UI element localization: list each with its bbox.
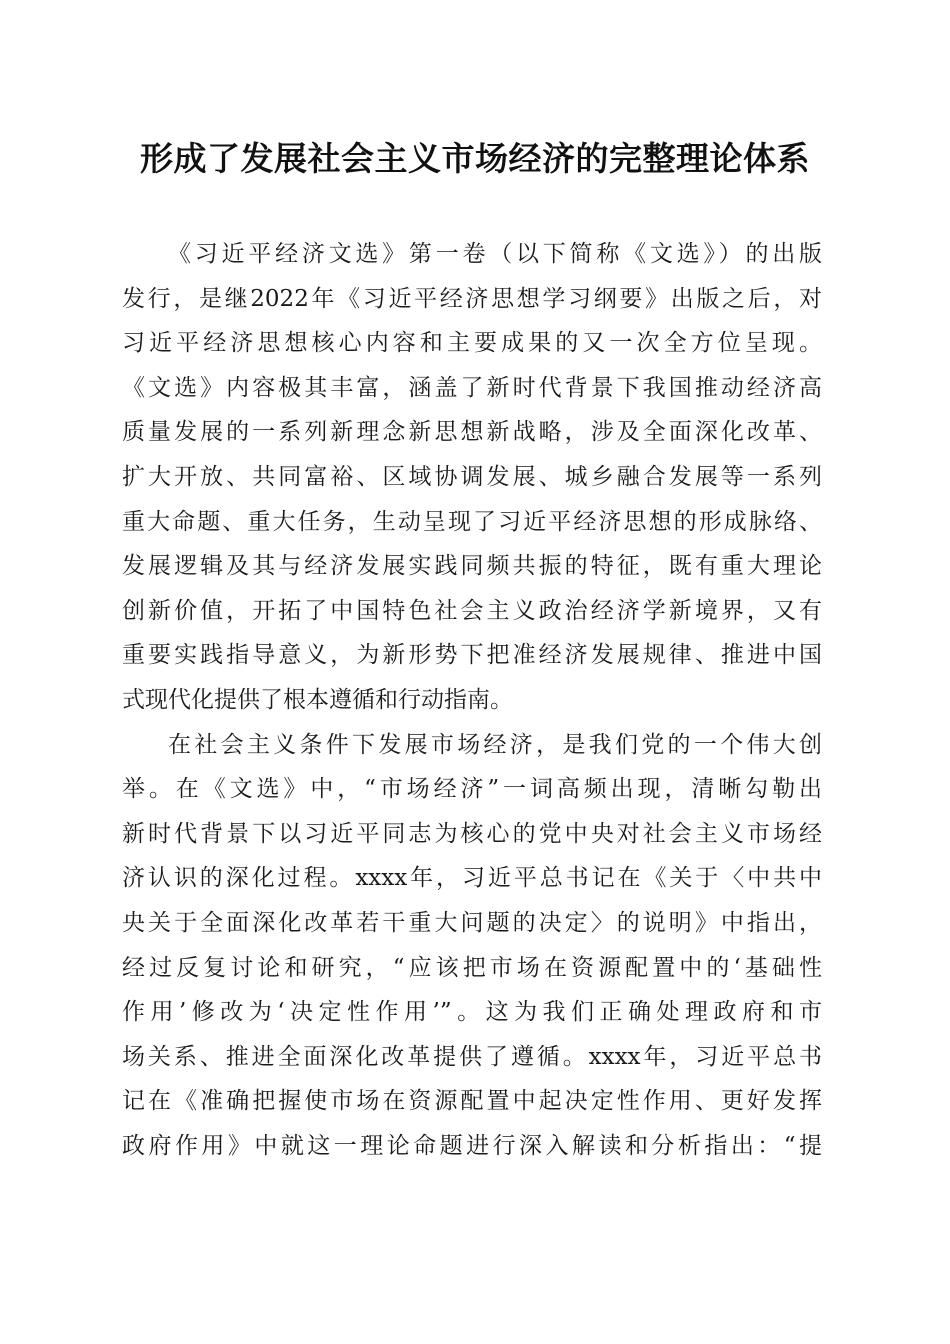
paragraph-2-line-10: 政府作用》中就这一理论命题进行深入解读和分析指出：“提: [122, 1132, 822, 1159]
paragraph-2-line-2: 举。在《文选》中，“市场经济”一词高频出现，清晰勾勒出: [122, 776, 822, 803]
paragraph-2-line-3: 新时代背景下以习近平同志为核心的党中央对社会主义市场经: [122, 820, 822, 847]
paragraph-1-line-9: 创新价值，开拓了中国特色社会主义政治经济学新境界，又有: [122, 597, 822, 624]
paragraph-1-line-6: 扩大开放、共同富裕、区域协调发展、城乡融合发展等一系列: [122, 463, 822, 490]
paragraph-2-line-9: 记在《准确把握使市场在资源配置中起决定性作用、更好发挥: [122, 1088, 822, 1115]
paragraph-1-line-8: 发展逻辑及其与经济发展实践同频共振的特征，既有重大理论: [122, 553, 822, 580]
paragraph-1-line-10: 重要实践指导意义，为新形势下把准经济发展规律、推进中国: [122, 642, 822, 669]
paragraph-1-line-4: 《文选》内容极其丰富，涵盖了新时代背景下我国推动经济高: [122, 374, 822, 401]
paragraph-1-line-11: 式现代化提供了根本遵循和行动指南。: [122, 686, 513, 713]
document-title: 形成了发展社会主义市场经济的完整理论体系: [140, 139, 810, 178]
paragraph-1-line-7: 重大命题、重大任务，生动呈现了习近平经济思想的形成脉络、: [122, 508, 822, 535]
paragraph-1-line-5: 质量发展的一系列新理念新思想新战略，涉及全面深化改革、: [122, 419, 822, 446]
paragraph-1-line-2: 发行，是继2022年《习近平经济思想学习纲要》出版之后，对: [122, 285, 822, 312]
paragraph-1-line-3: 习近平经济思想核心内容和主要成果的又一次全方位呈现。: [122, 330, 822, 357]
paragraph-2-line-6: 经过反复讨论和研究，“应该把市场在资源配置中的‘基础性: [122, 954, 822, 981]
paragraph-2-line-8: 场关系、推进全面深化改革提供了遵循。xxxx年，习近平总书: [122, 1043, 822, 1070]
paragraph-2-line-1: 在社会主义条件下发展市场经济，是我们党的一个伟大创: [168, 731, 822, 758]
paragraph-1-line-1: 《习近平经济文选》第一卷（以下简称《文选》）的出版: [168, 241, 822, 267]
document-body: [122, 232, 822, 1168]
paragraph-2-line-5: 央关于全面深化改革若干重大问题的决定〉的说明》中指出，: [122, 909, 822, 936]
paragraph-2-line-7: 作用’修改为‘决定性作用’”。这为我们正确处理政府和市: [122, 999, 822, 1026]
paragraph-2-line-4: 济认识的深化过程。xxxx年，习近平总书记在《关于〈中共中: [122, 865, 822, 892]
